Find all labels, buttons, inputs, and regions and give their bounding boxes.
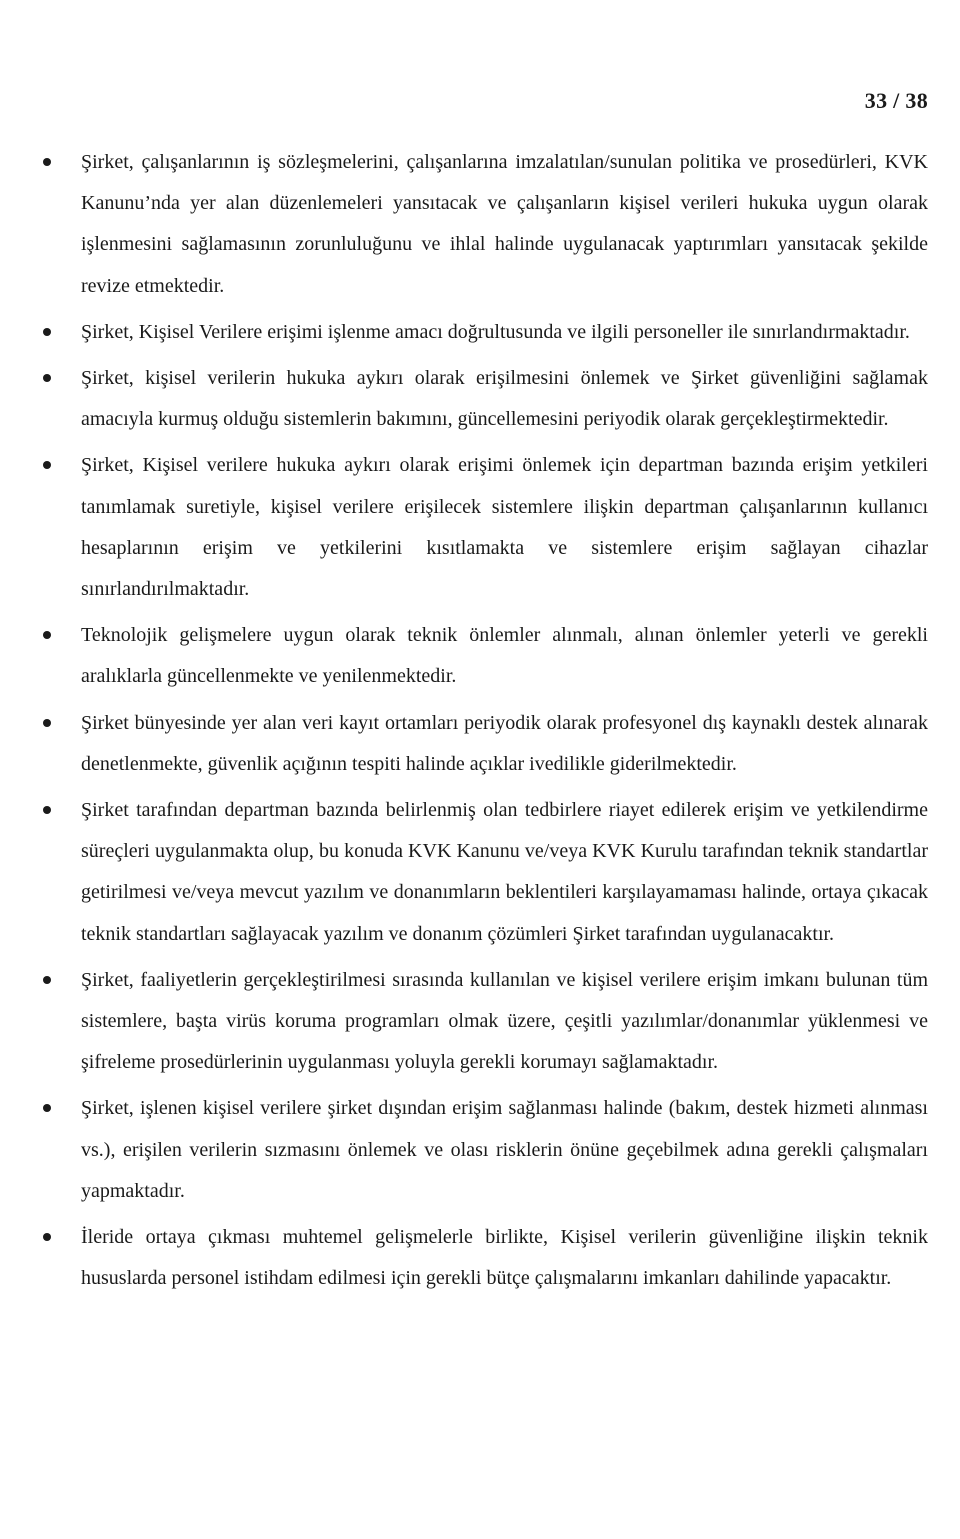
bullet-icon [43, 158, 51, 166]
list-item-text: Şirket, Kişisel Verilere erişimi işlenme amacı doğrultusunda ve ilgili personeller ile sınırlandırmaktadır. [81, 320, 910, 343]
bullet-icon [43, 328, 51, 336]
bullet-icon [43, 719, 51, 727]
list-item [37, 312, 928, 353]
bullet-icon [43, 631, 51, 639]
list-item-text: Şirket, işlenen kişisel verilere şirket dışından erişim sağlanması halinde (bakım, destek hizmeti alınması vs.), erişilen verilerin sızmasını önlemek ve olası risklerin önüne geçebilmek adına gerekli çalışmaları yapmaktadır. [81, 1097, 928, 1202]
list-item [37, 358, 928, 440]
list-item-text: Teknolojik gelişmelere uygun olarak teknik önlemler alınmalı, alınan önlemler yeterli ve gerekli aralıklarla güncellenmekte ve yenilenmektedir. [81, 624, 928, 688]
list-item [37, 142, 928, 307]
list-item-text: Şirket, faaliyetlerin gerçekleştirilmesi sırasında kullanılan ve kişisel verilere erişim imkanı bulunan tüm sistemlere, başta virüs koruma programları olmak üzere, çeşitli yazılımlar/donanımlar yüklenmesi ve şifreleme prosedürlerinin uygulanması yoluyla gerekli korumayı sağlamaktadır. [81, 968, 928, 1074]
list-item [37, 1088, 928, 1212]
bullet-icon [43, 1233, 51, 1241]
bullet-icon [43, 461, 51, 469]
list-item [37, 703, 928, 785]
list-item [37, 445, 928, 610]
bullet-icon [43, 374, 51, 382]
bullet-icon [43, 976, 51, 984]
list-item [37, 960, 928, 1084]
bullet-icon [43, 806, 51, 814]
list-item-text: Şirket, kişisel verilerin hukuka aykırı olarak erişilmesini önlemek ve Şirket güvenliğini sağlamak amacıyla kurmuş olduğu sistemlerin bakımını, güncellemesini periyodik olarak gerçekleştirmektedir. [81, 367, 928, 431]
list-item-text: Şirket, çalışanlarının iş sözleşmelerini, çalışanlarına imzalatılan/sunulan politika ve prosedürleri, KVK Kanunu’nda yer alan düzenlemeleri yansıtacak ve çalışanların kişisel verileri hukuka uygun olarak işlenmesini sağlamasının zorunluluğunu ve ihlal halinde uygulanacak yaptırımları yansıtacak şekilde revize etmektedir. [81, 151, 928, 297]
list-item [37, 790, 928, 955]
list-item-text: Şirket bünyesinde yer alan veri kayıt ortamları periyodik olarak profesyonel dış kaynaklı destek alınarak denetlenmekte, güvenlik açığının tespiti halinde açıklar ivedilikle giderilmektedir. [81, 711, 928, 775]
list-item [37, 615, 928, 697]
list-item-text: Şirket, Kişisel verilere hukuka aykırı olarak erişimi önlemek için departman bazında erişim yetkileri tanımlamak suretiyle, kişisel verilere erişilecek sistemlere ilişkin departman çalışanlarının kullanıcı hesaplarının erişim ve yetkilerini kısıtlamakta ve sistemlere erişim sağlayan cihazlar sınırlandırılmaktadır. [81, 454, 928, 601]
list-item [37, 1217, 928, 1299]
bullet-list [37, 142, 928, 1304]
list-item-text: Şirket tarafından departman bazında belirlenmiş olan tedbirlere riayet edilerek erişim ve yetkilendirme süreçleri uygulanmakta olup, bu konuda KVK Kanunu ve/veya KVK Kurulu tarafından teknik standartlar getirilmesi ve/veya mevcut yazılım ve donanımların beklentileri karşılayamaması halinde, ortaya çıkacak teknik standartları sağlayacak yazılım ve donanım çözümleri Şirket tarafından uygulanacaktır. [81, 799, 928, 945]
bullet-icon [43, 1104, 51, 1112]
list-item-text: İleride ortaya çıkması muhtemel gelişmelerle birlikte, Kişisel verilerin güvenliğine ilişkin teknik hususlarda personel istihdam edilmesi için gerekli bütçe çalışmalarını imkanları dahilinde yapacaktır. [81, 1226, 928, 1290]
page-number: 33 / 38 [864, 88, 928, 113]
